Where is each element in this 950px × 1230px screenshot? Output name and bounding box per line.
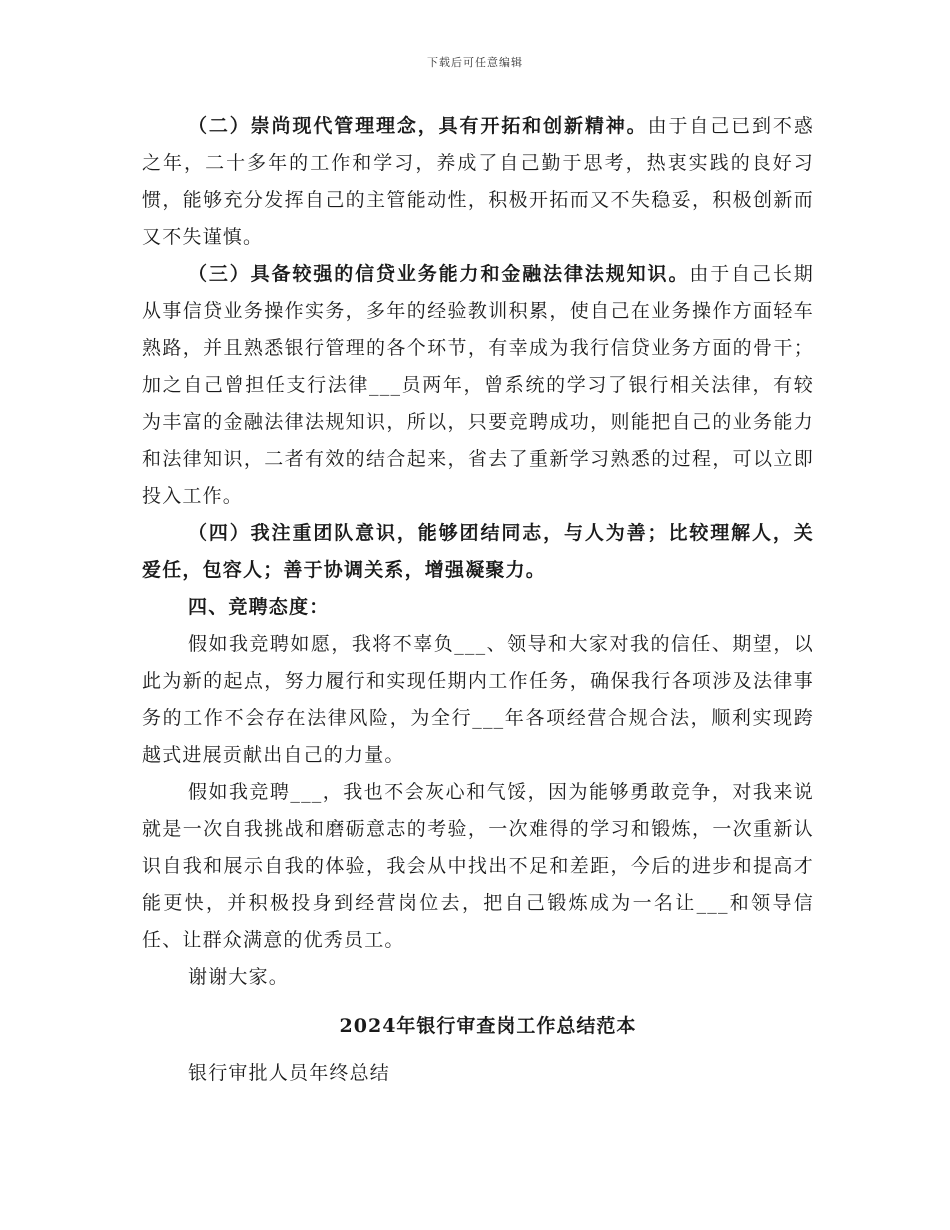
section-title-attitude: 四、竞聘态度： [188,596,330,618]
document-subtitle: 银行审批人员年终总结 [188,1062,391,1084]
paragraph-if-fail: 假如我竞聘___，我也不会灰心和气馁，因为能够勇敢竞争，对我来说就是一次自我挑战和磨砺意志的考验，一次难得的学习和锻炼，一次重新认识自我和展示自我的体验，我会从中找出不足和差距，今后的进步和提高才能更快，并积极投身到经营岗位去，把自己锻炼成为一名让___和领导信任、让群众满意的优秀员工。 [142,781,814,951]
paragraph-thanks: 谢谢大家。 [188,966,290,988]
paragraph-if-success: 假如我竞聘如愿，我将不辜负___、领导和大家对我的信任、期望，以此为新的起点，努力履行和实现任期内工作任务，确保我行各项涉及法律事务的工作不会存在法律风险，为全行___年各项经营合规合法，顺利实现跨越式进展贡献出自己的力量。 [142,633,814,766]
paragraph-heading: （二）崇尚现代管理理念，具有开拓和创新精神。 [188,115,648,137]
paragraph-heading: （三）具备较强的信贷业务能力和金融法律法规知识。 [188,263,690,285]
paragraph-teamwork [142,515,814,589]
paragraph-innovation [142,108,814,256]
paragraph-heading: （四）我注重团队意识，能够团结同志，与人为善；比较理解人，关爱任，包容人；善于协调关系，增强凝聚力。 [142,522,814,581]
document-body [142,108,814,1092]
document-title: 2024年银行审查岗工作总结范本 [339,1015,637,1037]
paragraph-text: 由于自己已到不惑之年，二十多年的工作和学习，养成了自己勤于思考，热衷实践的良好习惯，能够充分发挥自己的主管能动性，积极开拓而又不失稳妥，积极创新而又不失谨慎。 [142,115,814,248]
paragraph-credit-ability [142,256,814,515]
paragraph-text: 由于自己长期从事信贷业务操作实务，多年的经验教训积累，使自己在业务操作方面轻车熟路，并且熟悉银行管理的各个环节，有幸成为我行信贷业务方面的骨干；加之自己曾担任支行法律___员两年，曾系统的学习了银行相关法律，有较为丰富的金融法律法规知识，所以，只要竞聘成功，则能把自己的业务能力和法律知识，二者有效的结合起来，省去了重新学习熟悉的过程，可以立即投入工作。 [142,263,814,507]
page-header: 下载后可任意编辑 [427,56,523,69]
